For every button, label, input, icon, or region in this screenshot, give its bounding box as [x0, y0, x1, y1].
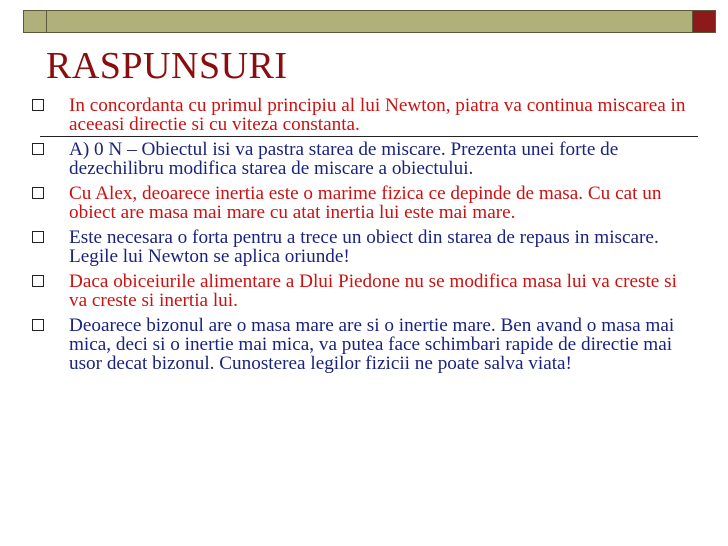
square-bullet-icon — [32, 99, 44, 111]
decorative-top-bar — [23, 10, 715, 33]
list-item-text: Daca obiceiurile alimentare a Dlui Piedone nu se modifica masa lui va creste si va creste si inertia lui. — [69, 271, 677, 311]
square-bullet-icon — [32, 275, 44, 287]
square-bullet-icon — [32, 231, 44, 243]
list-item-text: Deoarece bizonul are o masa mare are si o inertie mare. Ben avand o masa mai mica, deci si o inertie mai mica, va putea face schimbari rapide de directie mai usor decat bizonul. Cunosterea legilor fizicii ne poate salva viata! — [69, 315, 675, 374]
decorative-bar-wide — [46, 10, 693, 33]
list-item — [30, 184, 690, 222]
list-item — [30, 140, 690, 178]
list-item — [30, 228, 690, 266]
list-item-text: A) 0 N – Obiectul isi va pastra starea de miscare. Prezenta unei forte de dezechilibru modifica starea de miscare a obiectului. — [69, 139, 619, 179]
square-bullet-icon — [32, 143, 44, 155]
list-item-text: Cu Alex, deoarece inertia este o marime fizica ce depinde de masa. Cu cat un obiect are masa mai mare cu atat inertia lui este mai mare. — [69, 183, 662, 223]
list-item — [30, 96, 690, 134]
square-bullet-icon — [32, 319, 44, 331]
list-item — [30, 316, 690, 373]
list-item-text: In concordanta cu primul principiu al lui Newton, piatra va continua miscarea in aceeasi directie si cu viteza constanta. — [69, 95, 686, 135]
decorative-bar-accent — [692, 10, 716, 33]
decorative-bar-cell — [23, 10, 47, 33]
slide-title: RASPUNSURI — [46, 45, 288, 87]
list-item — [30, 272, 690, 310]
square-bullet-icon — [32, 187, 44, 199]
answer-list — [30, 96, 690, 379]
list-item-text: Este necesara o forta pentru a trece un obiect din starea de repaus in miscare. Legile lui Newton se aplica oriunde! — [69, 227, 659, 267]
